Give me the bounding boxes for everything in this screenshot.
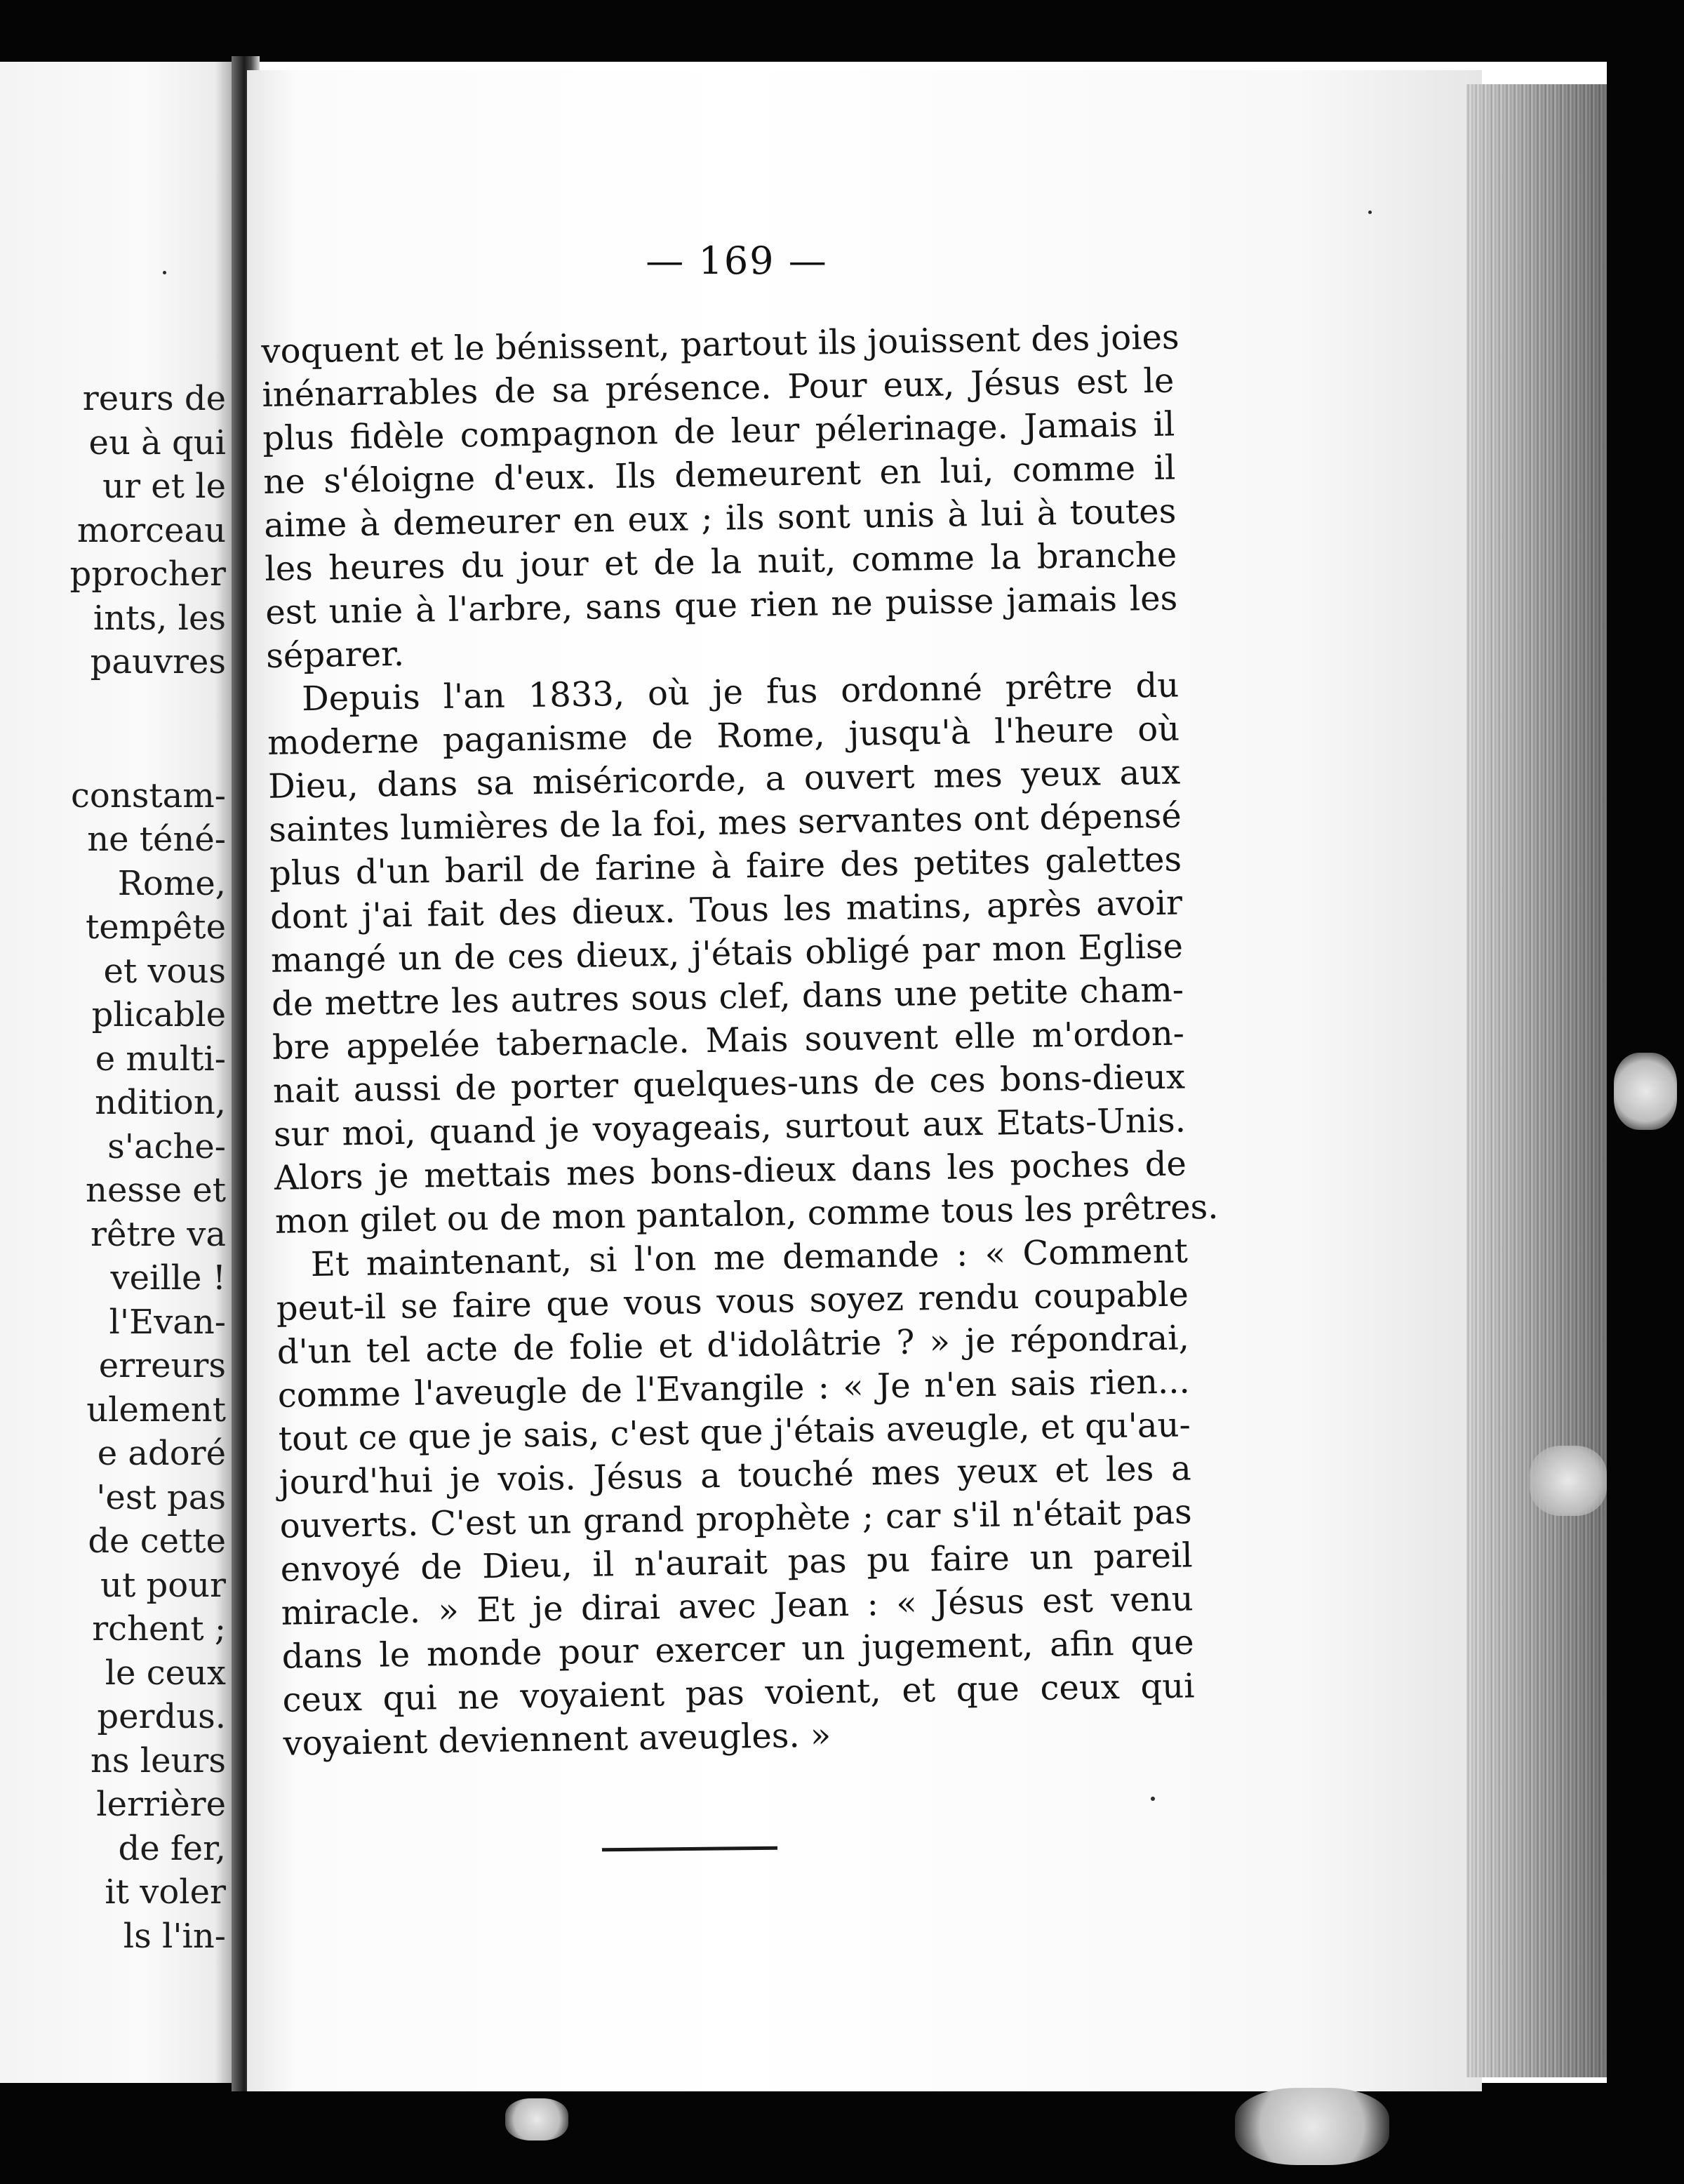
left-page-line: nesse et bbox=[86, 1171, 226, 1210]
left-page-line: rêtre va bbox=[91, 1214, 226, 1254]
text-line: moderne paganisme de Rome, jusqu'à l'heure où bbox=[267, 709, 1180, 763]
text-line: ne s'éloigne d'eux. Ils demeurent en lui, comme il bbox=[262, 448, 1176, 502]
left-page-line: et vous bbox=[103, 951, 226, 991]
text-line: de mettre les autres sous clef, dans une petite cham- bbox=[271, 970, 1184, 1024]
scan-smudge bbox=[1614, 1053, 1677, 1130]
text-line: sur moi, quand je voyageais, surtout aux Etats-Unis. bbox=[273, 1100, 1187, 1154]
text-line: ouverts. C'est un grand prophète ; car s'il n'était pas bbox=[279, 1492, 1193, 1546]
left-page-line: ints, les bbox=[93, 598, 226, 638]
left-page-line: perdus. bbox=[97, 1697, 226, 1736]
left-page-line: e adoré bbox=[97, 1434, 226, 1473]
left-page-line: l'Evan- bbox=[109, 1302, 226, 1342]
left-page-line: plicable bbox=[91, 995, 226, 1034]
scan-smudge bbox=[1235, 2088, 1389, 2165]
scan-border-top bbox=[0, 0, 1684, 62]
left-page-line: de fer, bbox=[118, 1828, 226, 1868]
left-page-line: le ceux bbox=[105, 1653, 226, 1693]
left-page-line: ns leurs bbox=[90, 1740, 226, 1780]
left-page-line: ulement bbox=[86, 1390, 226, 1430]
page-number: — 169 — bbox=[646, 239, 828, 283]
left-page-line: Rome, bbox=[117, 863, 226, 903]
scan-speck bbox=[1368, 211, 1372, 214]
left-page-line: tempête bbox=[85, 907, 226, 947]
scan-smudge bbox=[505, 2098, 568, 2140]
left-page-line: ne téné- bbox=[87, 820, 226, 859]
text-line: Et maintenant, si l'on me demande : « Comment bbox=[310, 1231, 1189, 1285]
body-text bbox=[261, 316, 1219, 1766]
left-page-line: morceau bbox=[76, 510, 226, 550]
left-page-line: pauvres bbox=[90, 642, 226, 681]
text-line: plus fidèle compagnon de leur pélerinage. Jamais il bbox=[262, 404, 1175, 458]
left-page-line: reurs de bbox=[82, 379, 226, 418]
text-line: voquent et le bénissent, partout ils jouissent des joies bbox=[261, 317, 1180, 371]
text-line: Dieu, dans sa miséricorde, a ouvert mes yeux aux bbox=[267, 752, 1181, 806]
left-page-line: ut pour bbox=[100, 1565, 226, 1605]
text-line: Depuis l'an 1833, où je fus ordonné prêtre du bbox=[301, 665, 1180, 719]
text-line: d'un tel acte de folie et d'idolâtrie ? » je répondrai, bbox=[276, 1318, 1190, 1372]
text-line: dans le monde pour exercer un jugement, afin que bbox=[281, 1623, 1194, 1677]
scan-smudge bbox=[1530, 1446, 1607, 1516]
left-page-line: pprocher bbox=[69, 554, 226, 594]
left-page-line: ndition, bbox=[95, 1083, 226, 1122]
text-line: aime à demeurer en eux ; ils sont unis à lui à toutes bbox=[263, 491, 1177, 545]
left-page-line: s'ache- bbox=[107, 1126, 226, 1166]
left-page-line: ls l'in- bbox=[123, 1916, 226, 1956]
text-line: inénarrables de sa présence. Pour eux, Jésus est le bbox=[262, 361, 1175, 415]
scan-border-bottom bbox=[0, 2083, 1684, 2184]
left-page-line: constam- bbox=[71, 775, 226, 815]
left-page-line: it voler bbox=[105, 1872, 226, 1912]
left-page-line: lerrière bbox=[96, 1785, 226, 1824]
scan-speck bbox=[1151, 1797, 1155, 1801]
text-line: séparer. bbox=[265, 634, 405, 676]
text-line: mangé un de ces dieux, j'étais obligé par mon Eglise bbox=[270, 926, 1184, 980]
text-line: est unie à l'arbre, sans que rien ne puisse jamais les bbox=[265, 578, 1178, 632]
text-line: ceux qui ne voyaient pas voient, et que ceux qui bbox=[282, 1666, 1195, 1720]
text-line: peut-il se faire que vous vous soyez rendu coupable bbox=[276, 1274, 1189, 1329]
left-page-line: 'est pas bbox=[96, 1477, 226, 1517]
left-page-line: eu à qui bbox=[88, 422, 226, 462]
text-line: les heures du jour et de la nuit, comme la branche bbox=[264, 535, 1177, 589]
scan-speck bbox=[163, 271, 166, 274]
text-line: Alors je mettais mes bons-dieux dans les poches de bbox=[274, 1144, 1187, 1198]
left-page-line: de cette bbox=[88, 1522, 226, 1561]
text-line: envoyé de Dieu, il n'aurait pas pu faire un pareil bbox=[280, 1536, 1194, 1590]
text-line: voyaient deviennent aveugles. » bbox=[283, 1715, 831, 1764]
left-page-line: ur et le bbox=[102, 467, 226, 506]
text-line: miracle. » Et je dirai avec Jean : « Jésus est venu bbox=[281, 1579, 1194, 1633]
left-page-line: e multi- bbox=[95, 1039, 226, 1079]
left-page-line: erreurs bbox=[98, 1346, 226, 1385]
page-edges bbox=[1466, 84, 1607, 2077]
text-line: jourd'hui je vois. Jésus a touché mes yeux et les a bbox=[279, 1449, 1192, 1503]
text-line: comme l'aveugle de l'Evangile : « Je n'en sais rien... bbox=[277, 1361, 1191, 1416]
left-page-line: rchent ; bbox=[92, 1609, 226, 1649]
left-page-line: veille ! bbox=[110, 1258, 226, 1298]
text-line: tout ce que je sais, c'est que j'étais aveugle, et qu'au- bbox=[278, 1405, 1191, 1459]
left-page bbox=[0, 62, 239, 2083]
text-line: mon gilet ou de mon pantalon, comme tous les prêtres. bbox=[274, 1187, 1219, 1241]
text-line: dont j'ai fait des dieux. Tous les matins, après avoir bbox=[269, 883, 1183, 937]
text-line: saintes lumières de la foi, mes servantes ont dépensé bbox=[268, 796, 1182, 850]
text-line: bre appelée tabernacle. Mais souvent elle m'ordon- bbox=[272, 1013, 1185, 1067]
text-line: nait aussi de porter quelques-uns de ces bons-dieux bbox=[272, 1057, 1186, 1111]
text-line: plus d'un baril de farine à faire des petites galettes bbox=[269, 839, 1182, 893]
